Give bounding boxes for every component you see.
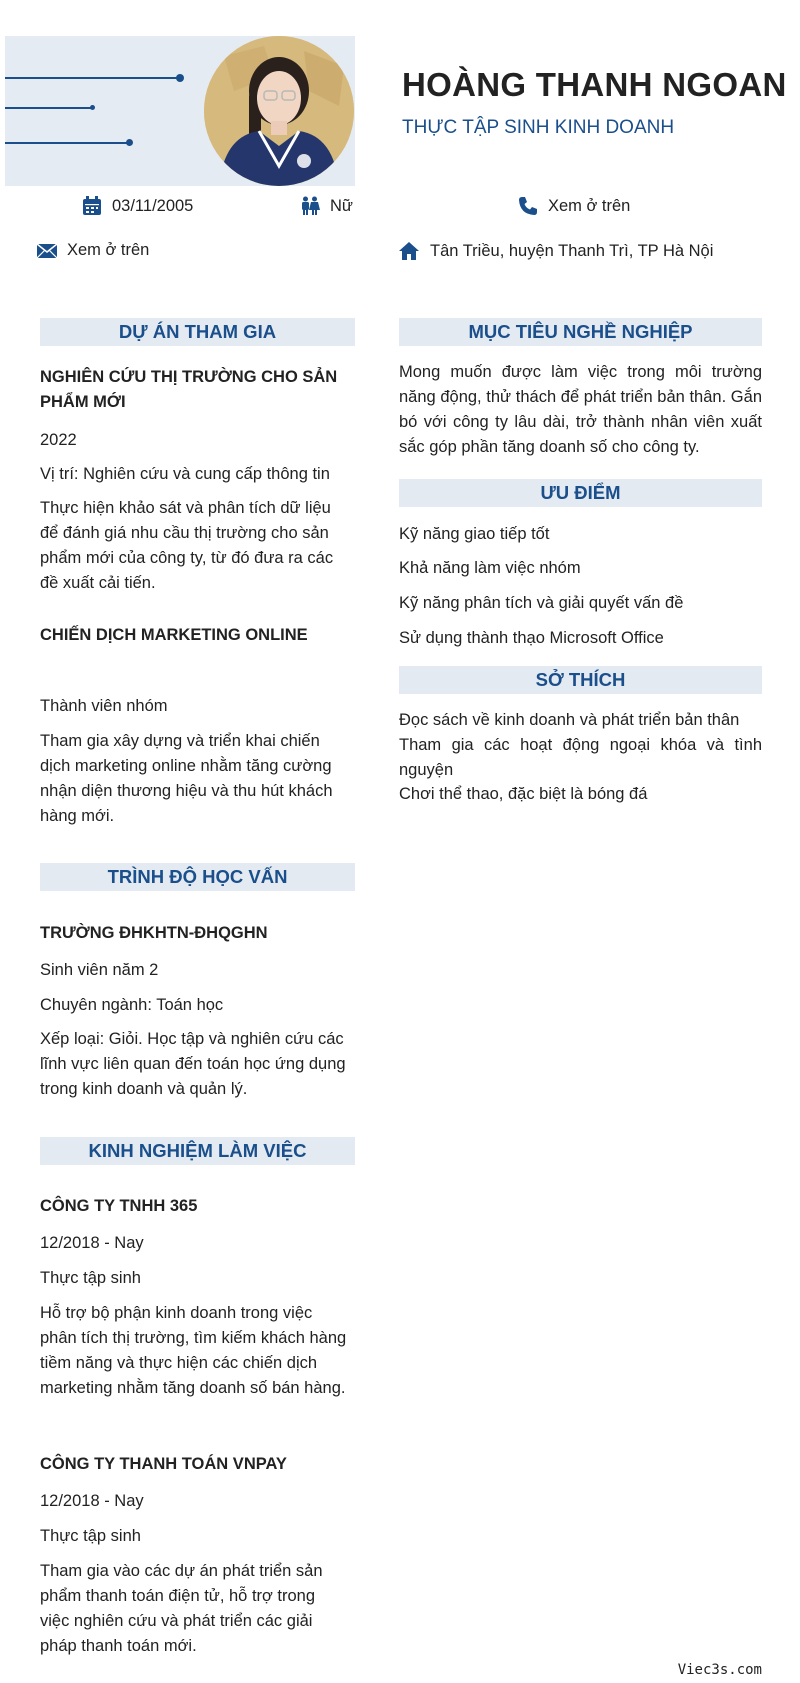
work-role: Thực tập sinh (40, 1269, 141, 1287)
decorative-line (5, 142, 129, 144)
company-name: CÔNG TY TNHH 365 (40, 1197, 198, 1215)
project-description: Tham gia xây dựng và triển khai chiến dịch marketing online nhằm tăng cường nhận diện thương hiệu và thu hút khách hàng mới. (40, 732, 333, 825)
gender-icon (300, 196, 320, 216)
strength-item: Kỹ năng phân tích và giải quyết vấn đề (399, 594, 684, 612)
education-major: Chuyên ngành: Toán học (40, 996, 224, 1014)
company-name: CÔNG TY THANH TOÁN VNPAY (40, 1455, 287, 1473)
education-year: Sinh viên năm 2 (40, 961, 159, 979)
email-value: Xem ở trên (67, 241, 150, 259)
contact-phone (518, 196, 630, 216)
mail-icon (37, 243, 57, 259)
decorative-dot (90, 105, 95, 110)
project-role: Thành viên nhóm (40, 697, 168, 715)
contact-address (398, 241, 713, 261)
hobby-item: Tham gia các hoạt động ngoại khóa và tình nguyện (399, 736, 762, 779)
project-description: Thực hiện khảo sát và phân tích dữ liệu để đánh giá nhu cầu thị trường cho sản phẩm mới của công ty, từ đó đưa ra các đề xuất cải tiến. (40, 499, 334, 592)
candidate-name: HOÀNG THANH NGOAN (402, 66, 787, 103)
phone-value: Xem ở trên (548, 196, 631, 215)
strength-item: Kỹ năng giao tiếp tốt (399, 525, 550, 543)
contact-email (37, 241, 149, 260)
work-role: Thực tập sinh (40, 1527, 141, 1545)
strength-item: Sử dụng thành thạo Microsoft Office (399, 629, 664, 647)
contact-dob (82, 196, 193, 216)
decorative-line (5, 107, 93, 109)
address-value: Tân Triều, huyện Thanh Trì, TP Hà Nội (430, 241, 714, 260)
objective-text: Mong muốn được làm việc trong môi trường năng động, thử thách để phát triển bản thân. Gắn bó với công ty lâu dài, trở thành nhân viên xuất sắc góp phần tăng doanh số cho công ty. (399, 363, 762, 456)
avatar (204, 36, 354, 186)
phone-icon (518, 196, 538, 216)
projects-heading: DỰ ÁN THAM GIA (40, 318, 355, 346)
education-description: Xếp loại: Giỏi. Học tập và nghiên cứu các lĩnh vực liên quan đến toán học ứng dụng trong kinh doanh và quản lý. (40, 1030, 346, 1098)
work-description: Hỗ trợ bộ phận kinh doanh trong việc phân tích thị trường, tìm kiếm khách hàng tiềm năng và thực hiện các chiến dịch marketing nhằm tăng doanh số bán hàng. (40, 1304, 347, 1397)
watermark-text: Viec3s.com (677, 1662, 762, 1678)
work-period: 12/2018 - Nay (40, 1234, 144, 1252)
dob-value: 03/11/2005 (112, 196, 194, 215)
contact-gender (300, 196, 353, 216)
strengths-heading: ƯU ĐIỂM (399, 479, 762, 507)
avatar-photo (204, 36, 354, 186)
work-period: 12/2018 - Nay (40, 1492, 144, 1510)
calendar-icon (82, 196, 102, 216)
home-icon (398, 241, 420, 261)
education-heading: TRÌNH ĐỘ HỌC VẤN (40, 863, 355, 891)
hobbies-heading: SỞ THÍCH (399, 666, 762, 694)
school-name: TRƯỜNG ĐHKHTN-ĐHQGHN (40, 924, 268, 942)
project-role: Vị trí: Nghiên cứu và cung cấp thông tin (40, 465, 330, 483)
work-description: Tham gia vào các dự án phát triển sản phẩm thanh toán điện tử, hỗ trợ trong việc nghiên cứu và phát triển các giải pháp thanh toán mới. (40, 1562, 323, 1655)
decorative-dot (176, 74, 184, 82)
decorative-line (5, 77, 180, 79)
job-title: THỰC TẬP SINH KINH DOANH (402, 117, 675, 138)
strength-item: Khả năng làm việc nhóm (399, 559, 581, 577)
experience-heading: KINH NGHIỆM LÀM VIỆC (40, 1137, 355, 1165)
gender-value: Nữ (330, 196, 353, 215)
objective-heading: MỤC TIÊU NGHỀ NGHIỆP (399, 318, 762, 346)
project-name: CHIẾN DỊCH MARKETING ONLINE (40, 626, 308, 644)
project-name: NGHIÊN CỨU THỊ TRƯỜNG CHO SẢN PHẨM MỚI (40, 368, 338, 411)
decorative-dot (126, 139, 133, 146)
project-date: 2022 (40, 431, 77, 449)
hobby-item: Chơi thể thao, đặc biệt là bóng đá (399, 785, 648, 803)
hobby-item: Đọc sách về kinh doanh và phát triển bản thân (399, 711, 740, 729)
